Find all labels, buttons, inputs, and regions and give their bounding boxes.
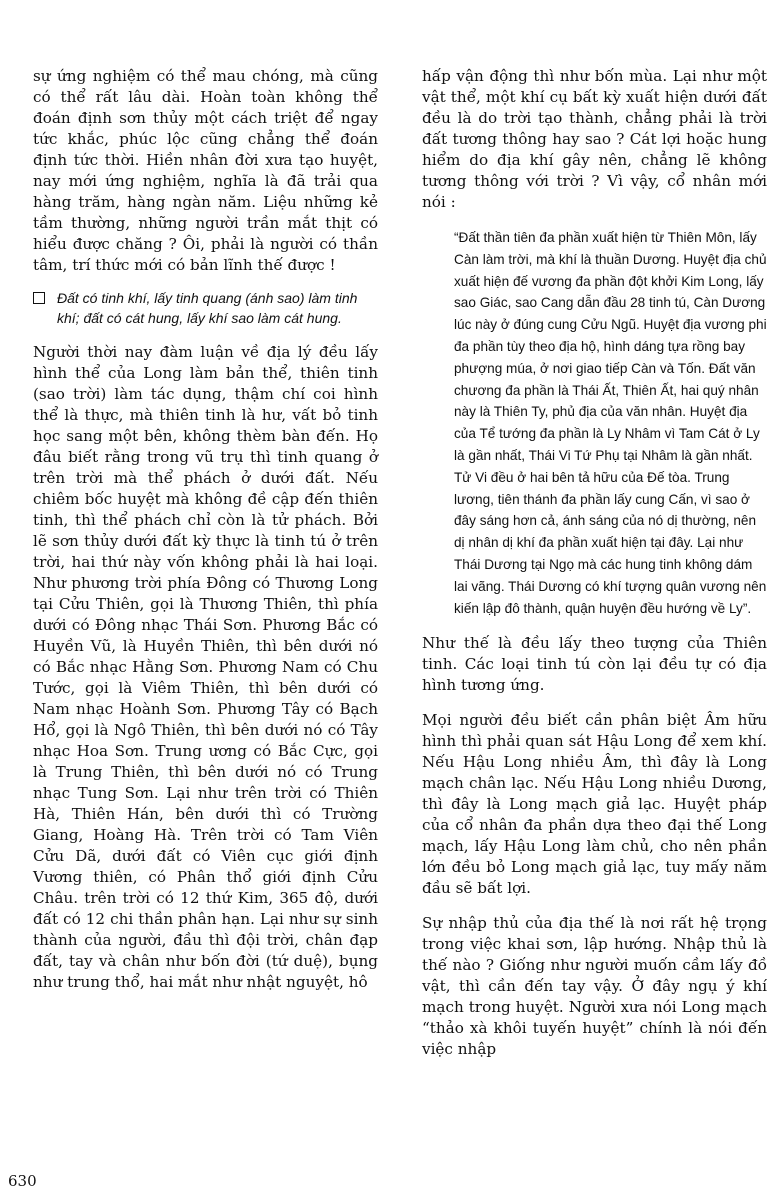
left-paragraph-1: sự ứng nghiệm có thể mau chóng, mà cũng có thể rất lâu dài. Hoàn toàn không thể đoán định sơn thủy một cách triệt để ngay tức khắc, phúc lộc cũng chẳng thể đoán định tức thời. Hiền nhân đời xưa tạo huyệt, nay mới ứng nghiệm, nghĩa là đã trải qua hàng trăm, hàng ngàn năm. Liệu những kẻ tầm thường, những người trần mắt thịt có hiểu được chăng ? Ôi, phải là người có thần tâm, trí thức mới có bản lĩnh thế được ! — [33, 67, 378, 274]
right-paragraph-1: hấp vận động thì như bốn mùa. Lại như một vật thể, một khí cụ bất kỳ xuất hiện dưới đất đều là do trời tạo thành, chẳng phải là trời đất tương thông hay sao ? Cát lợi hoặc hung hiểm do địa khí gây nên, chẳng lẽ không tương thông với trời ? Vì vậy, cổ nhân mới nói : — [422, 67, 767, 211]
right-paragraph-3: Mọi người đều biết cần phân biệt Âm hữu hình thì phải quan sát Hậu Long để xem khí. Nếu Hậu Long nhiều Âm, thì đây là Long mạch chân lạc. Nếu Hậu Long nhiều Dương, thì đây là Long mạch giả lạc. Huyệt pháp của cổ nhân đa phần dựa theo đại thế Long mạch, lấy Hậu Long làm chủ, cho nên phần lớn đều bỏ Long mạch giả lạc, tuy mấy năm đầu sẽ bất lợi. — [422, 711, 767, 898]
square-bullet-icon — [33, 292, 45, 304]
section-heading — [33, 288, 378, 328]
section-heading-text: Đất có tinh khí, lấy tinh quang (ánh sao) làm tinh khí; đất có cát hung, lấy khí sao làm cát hung. — [57, 290, 358, 326]
page-number: 630 — [8, 1172, 37, 1190]
left-column — [33, 66, 378, 993]
right-paragraph-4: Sự nhập thủ của địa thế là nơi rất hệ trọng trong việc khai sơn, lập hướng. Nhập thủ là thế nào ? Giống như người muốn cầm lấy đồ vật, thì cần đến tay vậy. Ở đây ngụ ý khí mạch trong huyệt. Người xưa nói Long mạch “thảo xà khôi tuyến huyệt” chính là nói đến việc nhập — [422, 914, 767, 1059]
block-quote: “Đất thần tiên đa phần xuất hiện từ Thiên Môn, lấy Càn làm trời, mà khí là thuần Dương. Huyệt địa chủ xuất hiện đế vương đa phần đột khởi Kim Long, lấy sao Giác, sao Cang dẫn đầu 28 tinh tú, Càn Dương lúc này ở đúng cung Cửu Ngũ. Huyệt địa vương phi đa phần tùy theo địa hộ, hình dáng tựa rồng bay phượng múa, ở nơi giao tiếp Càn và Tốn. Đất văn chương đa phần là Thái Ất, Thiên Ất, hai quý nhân này là Thiên Ty, phủ địa của văn nhân. Huyệt địa của Tể tướng đa phần là Ly Nhâm vì Tam Cát ở Ly là gần nhất, Thái Vi Tứ Phụ tại Nhâm là gần nhất. Tử Vi đều ở hai bên tả hữu của Đế tòa. Trung lương, tiên thánh đa phần lấy cung Cấn, vì sao ở đây sáng hơn cả, ánh sáng của nó dị thường, nên dị nhân dị khí đa phần xuất hiện tại đây. Lại như Thái Dương tại Ngọ mà các hung tinh không dám lai vãng. Thái Dương có khí tượng quân vương nên kiến lập đô thành, quận huyện đều hướng về Ly”. — [454, 230, 767, 616]
right-paragraph-2: Như thế là đều lấy theo tượng của Thiên tinh. Các loại tinh tú còn lại đều tự có địa hình tương ứng. — [422, 634, 767, 695]
left-paragraph-2: Người thời nay đàm luận về địa lý đều lấy hình thể của Long làm bản thể, thiên tinh (sao trời) làm tác dụng, thậm chí coi hình thể là thực, mà thiên tinh là hư, vất bỏ tinh học sang một bên, không thèm bàn đến. Họ đâu biết rằng trong vũ trụ thì tinh quang ở trên trời mà thể phách ở dưới đất. Nếu chiêm bốc huyệt mà không đề cập đến thiên tinh, thì thể phách chỉ còn là tử phách. Bởi lẽ sơn thủy dưới đất kỳ thực là tinh tú ở trên trời, hai thứ này vốn không phải là hai loại. Như phương trời phía Đông có Thương Long tại Cửu Thiên, gọi là Thương Thiên, thì phía dưới có Đông nhạc Thái Sơn. Phương Bắc có Huyền Vũ, là Huyền Thiên, thì bên dưới nó có Bắc nhạc Hằng Sơn. Phương Nam có Chu Tước, gọi là Viêm Thiên, thì bên dưới có Nam nhạc Hoành Sơn. Phương Tây có Bạch Hổ, gọi là Ngô Thiên, thì bên dưới nó có Tây nhạc Hoa Sơn. Trung ương có Bắc Cực, gọi là Trung Thiên, thì bên dưới nó có Trung nhạc Tung Sơn. Lại như trên trời có Thiên Hà, Thiên Hán, bên dưới thì có Trường Giang, Hoàng Hà. Trên trời có Tam Viên Cửu Dã, dưới đất có Viên cục giới định Vương thiên, có Phân thổ giới định Cửu Châu. trên trời có 12 thứ Kim, 365 độ, dưới đất có 12 chi thần phân hạn. Lại như sự sinh thành của người, đầu thì đội trời, chân đạp đất, tay và chân như bốn đời (tứ duệ), bụng như trung thổ, hai mắt như nhật nguyệt, hô — [33, 343, 378, 991]
right-column — [422, 66, 767, 1060]
